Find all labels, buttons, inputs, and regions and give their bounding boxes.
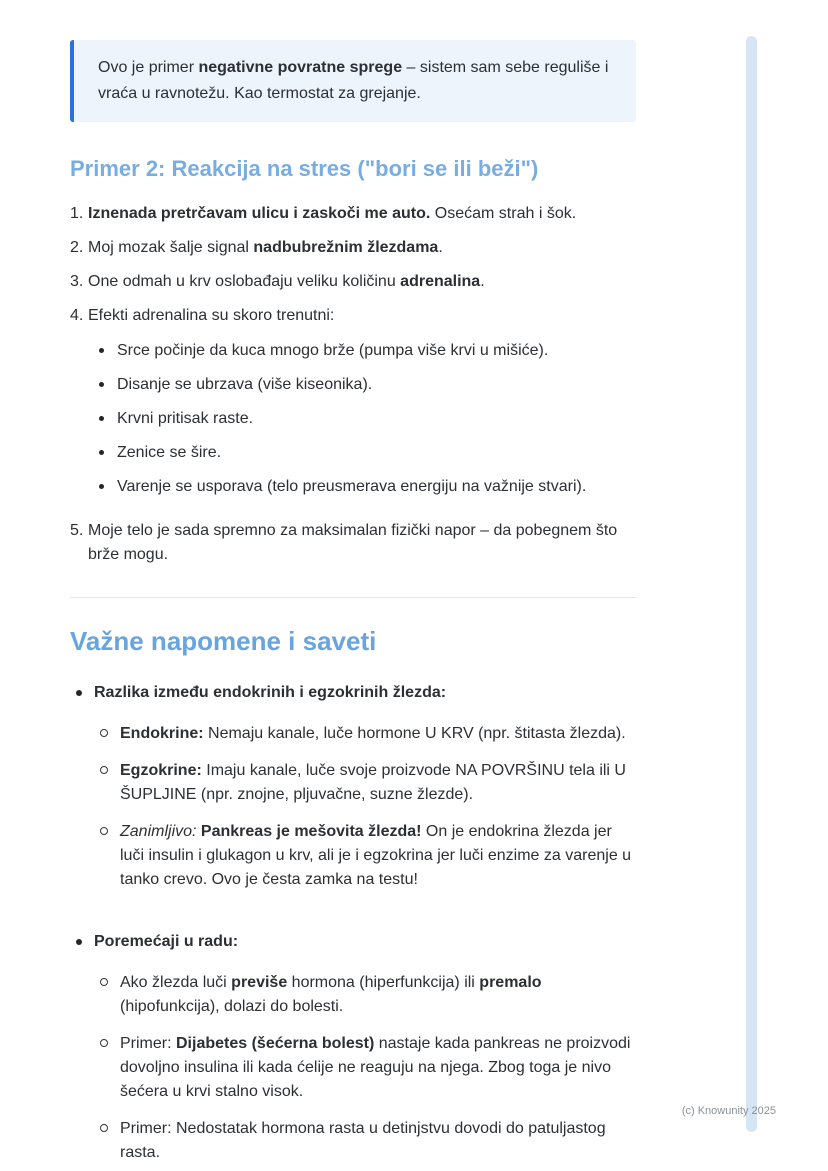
section-heading-stress: Primer 2: Reakcija na stres ("bori se ili beži") bbox=[70, 155, 539, 181]
list-item bbox=[100, 759, 636, 807]
list-item-text: One odmah u krv oslobađaju veliku količinu adrenalina. bbox=[88, 272, 485, 290]
list-number: 1. bbox=[70, 204, 84, 222]
list-item bbox=[88, 339, 636, 363]
bullet-icon bbox=[76, 690, 82, 696]
list-item-text: Srce počinje da kuca mnogo brže (pumpa više krvi u mišiće). bbox=[117, 341, 549, 359]
list-item bbox=[70, 681, 636, 916]
list-item-text: Varenje se usporava (telo preusmerava energiju na važnije stvari). bbox=[117, 477, 587, 495]
list-item-text: Razlika između endokrinih i egzokrinih žlezda: bbox=[94, 683, 447, 701]
list-item bbox=[100, 722, 636, 746]
circle-bullet-icon bbox=[100, 1124, 108, 1132]
list-item bbox=[88, 441, 636, 465]
list-number: 2. bbox=[70, 238, 84, 256]
bullet-icon bbox=[99, 450, 104, 455]
list-item bbox=[100, 1032, 636, 1104]
notes-list bbox=[70, 681, 636, 1171]
list-item-text: Zenice se šire. bbox=[117, 443, 222, 461]
list-item bbox=[100, 971, 636, 1019]
list-item bbox=[100, 820, 636, 892]
list-item-text: Ako žlezda luči previše hormona (hiperfunkcija) ili premalo (hipofunkcija), dolazi do bolesti. bbox=[120, 973, 542, 1015]
list-number: 4. bbox=[70, 306, 84, 324]
list-item bbox=[88, 373, 636, 397]
callout-note bbox=[70, 40, 636, 122]
list-item bbox=[100, 1117, 636, 1165]
list-item bbox=[70, 304, 636, 509]
section-heading-notes: Važne napomene i saveti bbox=[70, 625, 377, 656]
circle-bullet-icon bbox=[100, 729, 108, 737]
list-item-text: Iznenada pretrčavam ulicu i zaskoči me auto. Osećam strah i šok. bbox=[88, 204, 577, 222]
list-item-text: Egzokrine: Imaju kanale, luče svoje proizvode NA POVRŠINU tela ili U ŠUPLJINE (npr. znojne, pljuvačne, suzne žlezde). bbox=[120, 761, 626, 803]
list-item bbox=[88, 475, 636, 499]
list-item-text: Moj mozak šalje signal nadbubrežnim žlezdama. bbox=[88, 238, 443, 256]
list-item bbox=[70, 519, 636, 567]
copyright-notice: (c) Knowunity 2025 bbox=[681, 1105, 776, 1117]
bullet-icon bbox=[99, 484, 104, 489]
list-item-text: Primer: Dijabetes (šećerna bolest) nastaje kada pankreas ne proizvodi dovoljno insulina ili kada ćelije ne reaguju na njega. Zbog toga je nivo šećera u krvi stalno visok. bbox=[120, 1034, 631, 1100]
list-item bbox=[70, 236, 636, 260]
list-number: 3. bbox=[70, 272, 84, 290]
document-content bbox=[70, 40, 636, 1171]
list-item-text: Poremećaji u radu: bbox=[94, 932, 239, 950]
list-item bbox=[88, 407, 636, 431]
list-item bbox=[70, 930, 636, 1171]
list-item bbox=[70, 270, 636, 294]
list-item-text: Efekti adrenalina su skoro trenutni: bbox=[88, 306, 335, 324]
list-item-text: Disanje se ubrzava (više kiseonika). bbox=[117, 375, 373, 393]
page-edge-stripe bbox=[746, 36, 757, 1132]
circle-bullet-icon bbox=[100, 766, 108, 774]
section-divider bbox=[70, 597, 636, 598]
list-item-text: Primer: Nedostatak hormona rasta u detinjstvu dovodi do patuljastog rasta. bbox=[120, 1119, 606, 1161]
bullet-icon bbox=[76, 939, 82, 945]
bullet-icon bbox=[99, 382, 104, 387]
circle-bullet-icon bbox=[100, 1039, 108, 1047]
bullet-icon bbox=[99, 416, 104, 421]
list-item bbox=[70, 202, 636, 226]
stress-steps-list bbox=[70, 202, 636, 567]
circle-bullet-icon bbox=[100, 827, 108, 835]
gland-difference-sublist bbox=[94, 722, 636, 892]
list-item-text: Krvni pritisak raste. bbox=[117, 409, 254, 427]
adrenaline-effects-list bbox=[88, 339, 636, 499]
list-item-text: Moje telo je sada spremno za maksimalan fizički napor – da pobegnem što brže mogu. bbox=[88, 521, 618, 563]
callout-text: Ovo je primer negativne povratne sprege – sistem sam sebe reguliše i vraća u ravnotežu. Kao termostat za grejanje. bbox=[98, 59, 609, 102]
circle-bullet-icon bbox=[100, 978, 108, 986]
bullet-icon bbox=[99, 348, 104, 353]
list-item-text: Zanimljivo: Pankreas je mešovita žlezda! On je endokrina žlezda jer luči insulin i glukagon u krv, ali je i egzokrina jer luči enzime za varenje u tanko crevo. Ovo je česta zamka na testu! bbox=[120, 822, 632, 888]
disorders-sublist bbox=[94, 971, 636, 1165]
list-number: 5. bbox=[70, 521, 84, 539]
list-item-text: Endokrine: Nemaju kanale, luče hormone U KRV (npr. štitasta žlezda). bbox=[120, 724, 626, 742]
